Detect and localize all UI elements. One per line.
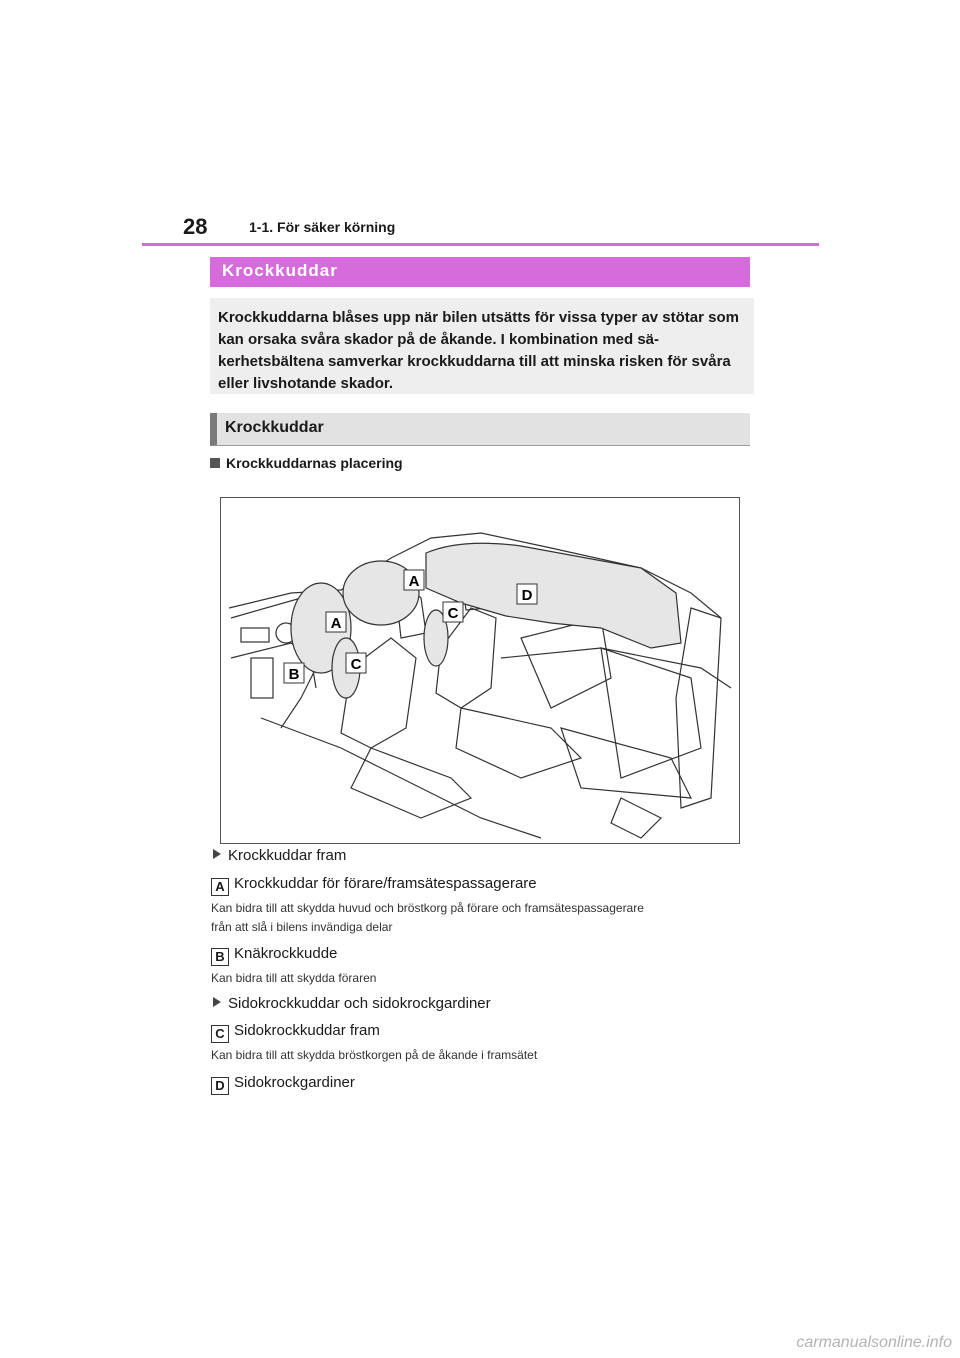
- figure-label-a1: A: [408, 573, 420, 590]
- item-c-label: Sidokrockkuddar fram: [234, 1022, 380, 1039]
- console-panel: [241, 628, 269, 642]
- figure-label-b: B: [288, 666, 300, 683]
- page-title-bar: [210, 257, 750, 287]
- triangle-bullet-icon: [213, 997, 221, 1007]
- item-d: [211, 1074, 355, 1095]
- figure-label-c2: C: [350, 656, 362, 673]
- figure-label-c1: C: [447, 605, 459, 622]
- car-interior-illustration: [221, 498, 739, 843]
- item-d-label: Sidokrockgardiner: [234, 1074, 355, 1091]
- curtain-airbag: [426, 543, 681, 648]
- rear-cushion: [561, 728, 691, 798]
- item-a-desc-line1: Kan bidra till att skydda huvud och bröstkorg på förare och framsätespassagerare: [211, 901, 644, 915]
- watermark: carmanualsonline.info: [796, 1334, 952, 1351]
- front-seat-cushion-2: [456, 708, 581, 778]
- triangle-bullet-icon: [213, 849, 221, 859]
- rear-side-panel: [676, 608, 721, 808]
- item-b: [211, 945, 337, 966]
- page-number: 28: [183, 214, 208, 239]
- square-bullet-icon: [210, 458, 220, 468]
- group-side-airbags: [213, 995, 491, 1012]
- airbag-location-figure: [220, 497, 740, 844]
- item-a-desc-line2: från att slå i bilens invändiga delar: [211, 920, 393, 934]
- item-a: [211, 875, 537, 896]
- group-front-airbags: [213, 847, 346, 864]
- subheading-text: Krockkuddarnas placering: [226, 455, 403, 471]
- center-stack: [251, 658, 273, 698]
- letter-box-d: D: [211, 1077, 229, 1095]
- floor-line-1: [261, 718, 541, 838]
- letter-box-b: B: [211, 948, 229, 966]
- page-title: Krockkuddar: [222, 261, 338, 280]
- section-header: [210, 413, 750, 446]
- item-c: [211, 1022, 380, 1043]
- rear-deck: [501, 648, 731, 688]
- rear-seat-right: [601, 648, 701, 778]
- section-title: Krockkuddar: [225, 419, 324, 436]
- figure-label-a2: A: [330, 615, 342, 632]
- header-divider: [142, 243, 819, 246]
- chapter-title: 1-1. För säker körning: [249, 219, 396, 235]
- item-a-desc: [211, 899, 644, 937]
- subheading: [210, 455, 403, 471]
- item-b-desc: Kan bidra till att skydda föraren: [211, 971, 377, 985]
- intro-text: Krockkuddarna blåses upp när bilen utsätts för vissa typer av stötar som kan orsaka svåra skador på de åkande. I kombination med sä-kerhetsbältena samverkar krockkuddarna till att minska risken för svåra eller livshotande skador.: [218, 309, 739, 392]
- rear-footwell: [611, 798, 661, 838]
- letter-box-a: A: [211, 878, 229, 896]
- rear-seatback-left: [521, 618, 611, 708]
- intro-box: [210, 298, 754, 394]
- item-a-label: Krockkuddar för förare/framsätespassagerare: [234, 875, 537, 892]
- figure-label-d: D: [521, 587, 533, 604]
- letter-box-c: C: [211, 1025, 229, 1043]
- group-side-label: Sidokrockkuddar och sidokrockgardiner: [228, 995, 491, 1012]
- item-b-label: Knäkrockkudde: [234, 945, 338, 962]
- group-front-label: Krockkuddar fram: [228, 847, 347, 864]
- item-c-desc: Kan bidra till att skydda bröstkorgen på de åkande i framsätet: [211, 1048, 538, 1062]
